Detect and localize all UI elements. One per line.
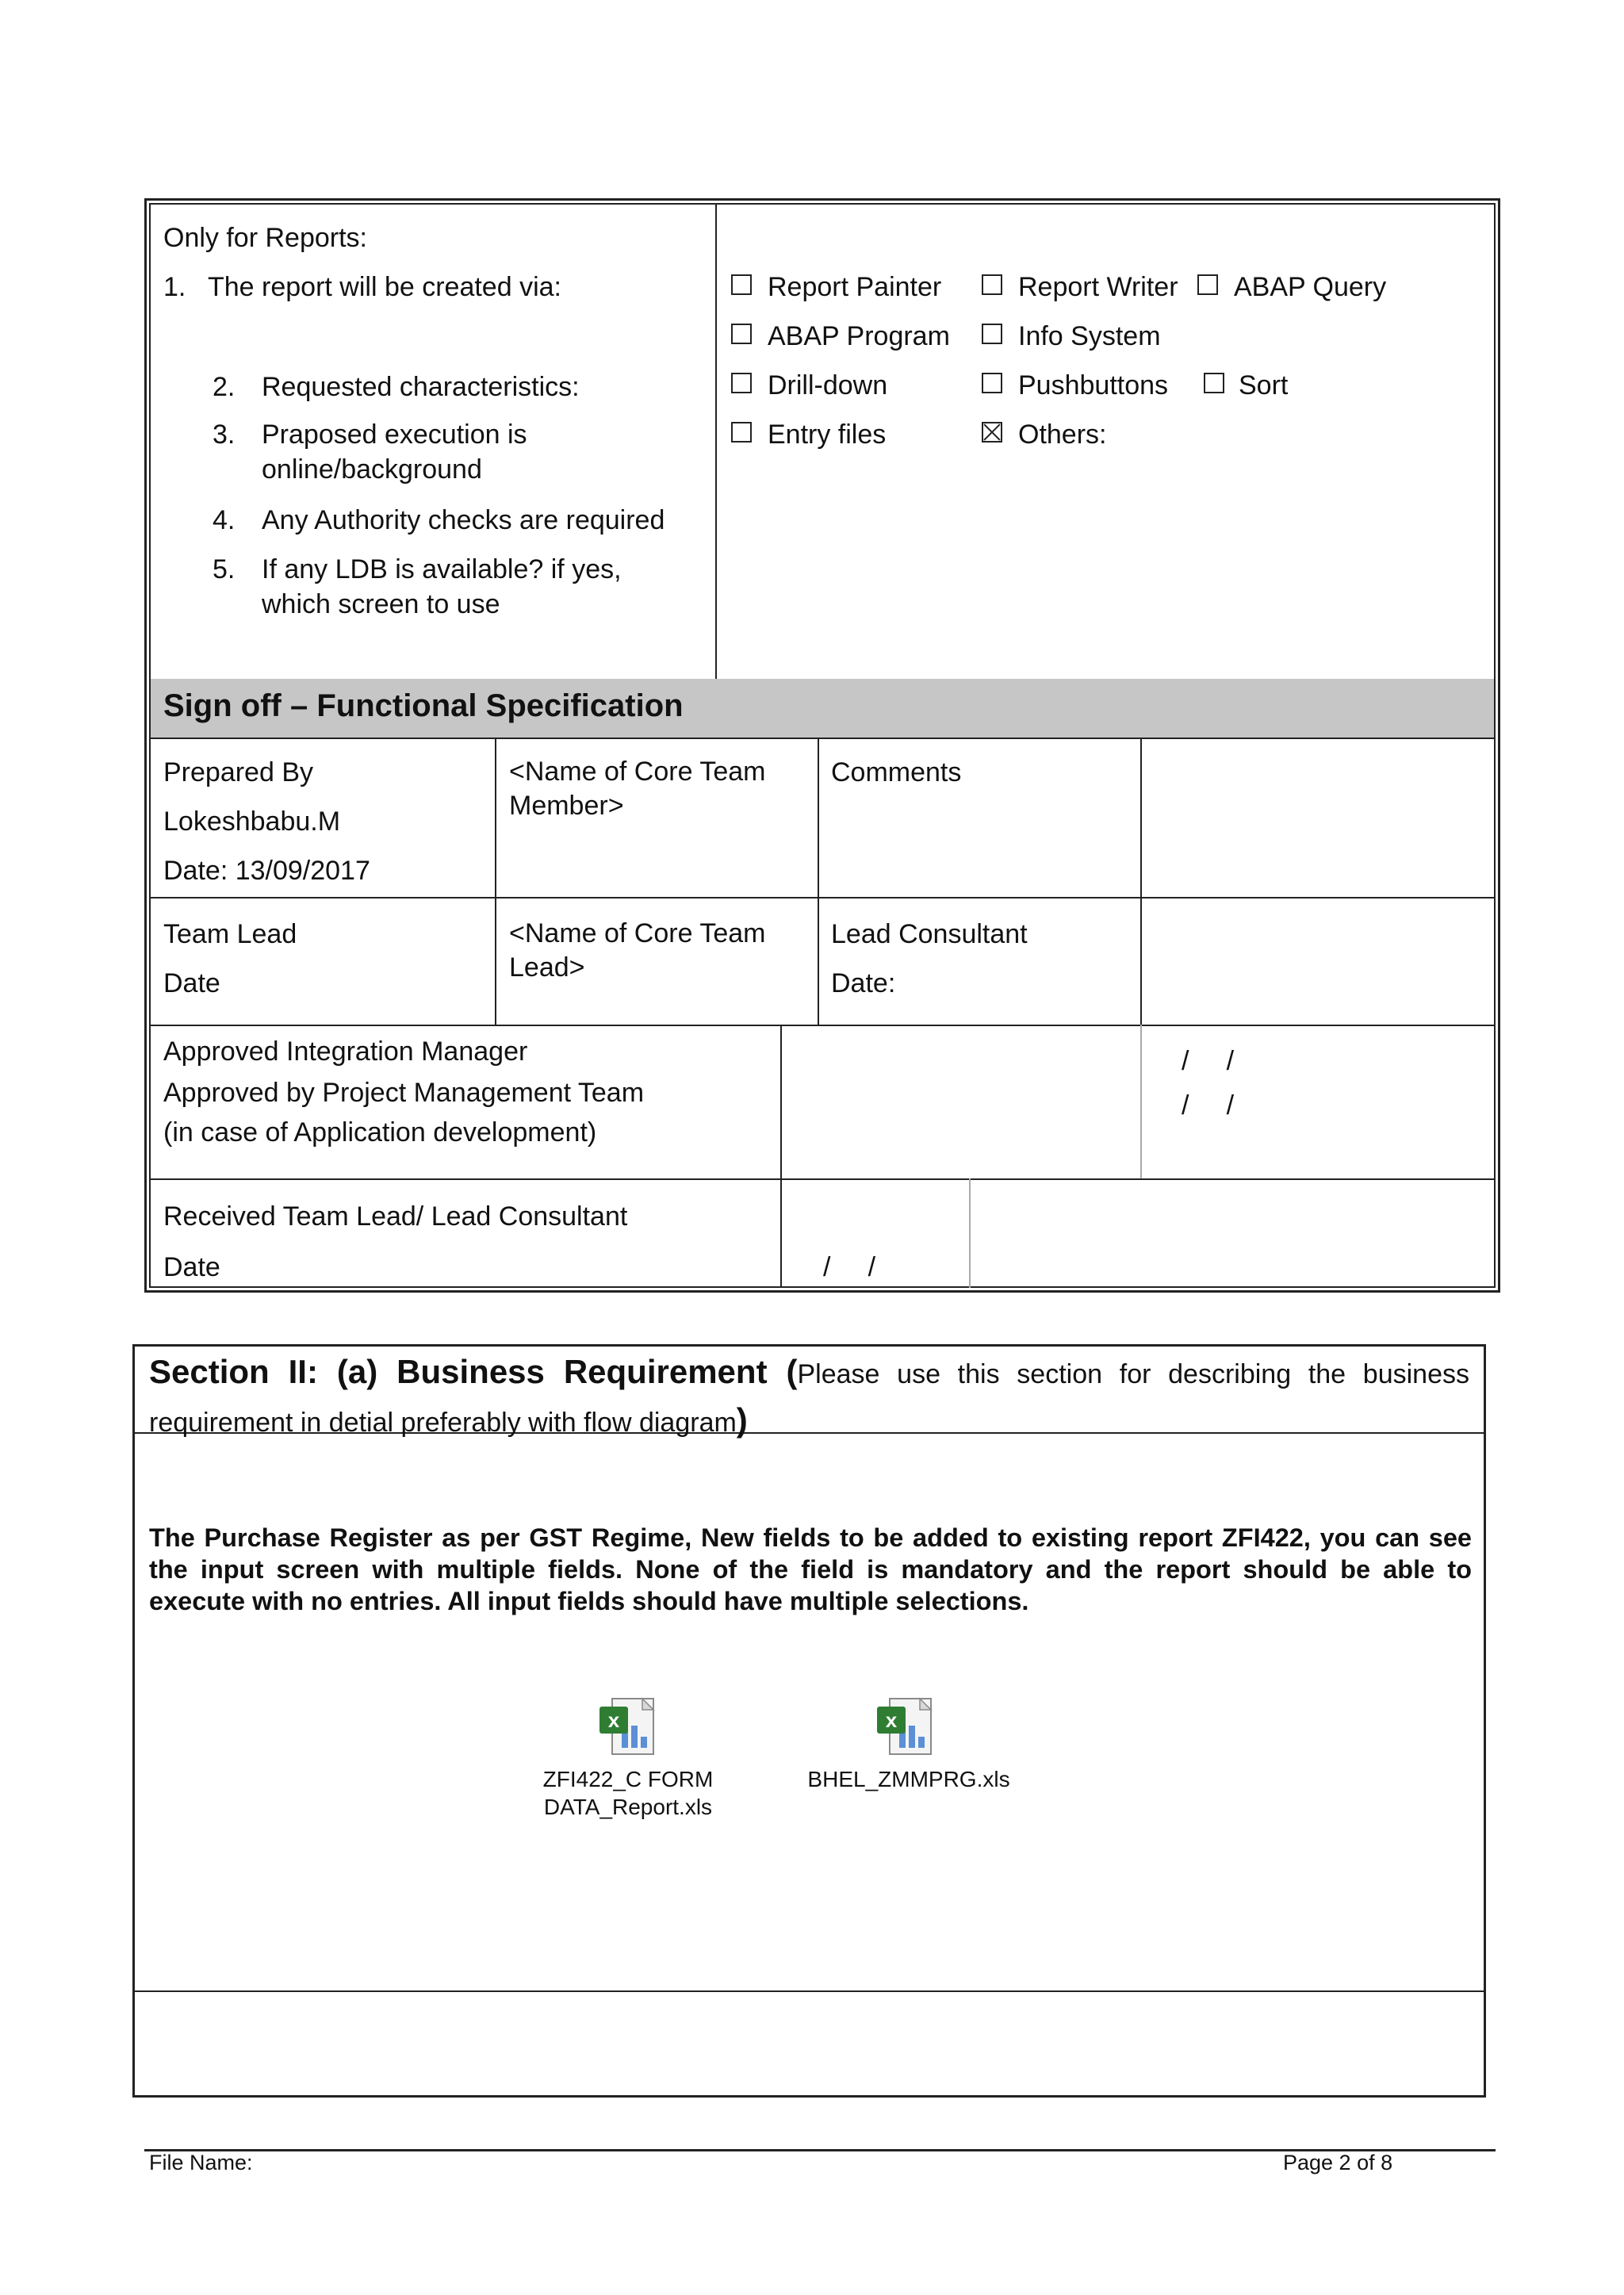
section-2-box (132, 1344, 1486, 2098)
svg-text:x: x (607, 1708, 620, 1732)
question-text: Any Authority checks are required (262, 505, 665, 535)
divider (969, 1178, 971, 1288)
approved-note: (in case of Application development) (163, 1117, 597, 1148)
divider (151, 738, 1494, 739)
reports-heading: Only for Reports: (163, 223, 367, 253)
lead-consultant-date: Date: (831, 968, 896, 998)
option-label: Sort (1239, 370, 1289, 400)
attachment-2-line1: BHEL_ZMMPRG.xls (807, 1767, 1010, 1791)
checkbox-pushbuttons[interactable] (982, 373, 1002, 393)
checkbox-abap-program[interactable] (731, 324, 752, 344)
approval-date-2: / / (1182, 1090, 1235, 1121)
prepared-by-label: Prepared By (163, 757, 313, 787)
checkbox-sort[interactable] (1204, 373, 1224, 393)
attachment-1-line2: DATA_Report.xls (543, 1795, 713, 1819)
question-text: The report will be created via: (208, 272, 561, 302)
business-requirement-text: The Purchase Register as per GST Regime, New fields to be added to existing report ZFI422, you can see the input screen with multiple fields. None of the field is mandatory and the report should be able to execute with no entries. All input fields should have multiple selections. (149, 1523, 1472, 1615)
divider (780, 1025, 782, 1288)
lead-consultant-label: Lead Consultant (831, 919, 1028, 949)
prepared-date: Date: 13/09/2017 (163, 856, 370, 886)
section-2-close-paren: ) (736, 1400, 748, 1439)
option-label: Entry files (768, 420, 887, 450)
checkbox-others-checked[interactable] (982, 422, 1002, 443)
option-label: ABAP Program (768, 321, 950, 351)
footer-file-name: File Name: (149, 2151, 253, 2174)
section-2-title: Section II: (a) Business Requirement ( (149, 1353, 798, 1390)
option-label: ABAP Query (1234, 272, 1387, 302)
core-team-member: <Name of Core Team Member> (509, 757, 766, 821)
attachment-label-2[interactable] (790, 1765, 1028, 1793)
checkbox-entry-files[interactable] (731, 422, 752, 443)
approved-pm-team: Approved by Project Management Team (163, 1078, 645, 1108)
section-2-subtitle: Please use this section for describing the business requirement in detial preferably with flow diagram (149, 1359, 1469, 1438)
divider (495, 738, 496, 1025)
question-number: 3. (213, 420, 236, 450)
option-label: Others: (1018, 420, 1107, 450)
divider (151, 1178, 1494, 1180)
question-text: Requested characteristics: (262, 372, 580, 402)
attachment-label-1[interactable] (509, 1765, 747, 1821)
received-label: Received Team Lead/ Lead Consultant (163, 1201, 628, 1232)
checkbox-report-painter[interactable] (731, 274, 752, 295)
excel-file-icon[interactable] (598, 1695, 657, 1757)
approval-date-1: / / (1182, 1046, 1235, 1076)
option-label: Info System (1018, 321, 1161, 351)
approved-integration-manager: Approved Integration Manager (163, 1036, 528, 1067)
divider (134, 1990, 1484, 1992)
received-date: / / (823, 1252, 876, 1282)
attachment-1-line1: ZFI422_C FORM (542, 1767, 714, 1791)
section-2-heading (149, 1348, 1469, 1445)
checkbox-report-writer[interactable] (982, 274, 1002, 295)
question-number: 2. (213, 372, 236, 402)
option-label: Pushbuttons (1018, 370, 1169, 400)
checkbox-drill-down[interactable] (731, 373, 752, 393)
received-date-label: Date (163, 1252, 220, 1282)
checkbox-abap-query[interactable] (1197, 274, 1218, 295)
footer-page-number: Page 2 of 8 (1283, 2151, 1393, 2174)
comments-label: Comments (831, 757, 962, 787)
question-number: 1. (163, 272, 186, 302)
divider (1140, 738, 1142, 1025)
divider (715, 203, 717, 679)
option-label: Report Painter (768, 272, 942, 302)
option-label: Drill-down (768, 370, 888, 400)
divider (1140, 1025, 1142, 1178)
signoff-title: Sign off – Functional Specification (163, 688, 684, 723)
question-number: 5. (213, 554, 236, 584)
question-number: 4. (213, 505, 236, 535)
divider (818, 738, 819, 1025)
team-lead-date-label: Date (163, 968, 220, 998)
divider (151, 897, 1494, 898)
divider (151, 1025, 1494, 1026)
prepared-by-name: Lokeshbabu.M (163, 807, 341, 837)
checkbox-info-system[interactable] (982, 324, 1002, 344)
excel-file-icon[interactable] (875, 1695, 934, 1757)
question-text: If any LDB is available? if yes, which screen to use (262, 554, 622, 620)
option-label: Report Writer (1018, 272, 1178, 302)
team-lead-label: Team Lead (163, 919, 297, 949)
question-text: Praposed execution is online/background (262, 420, 527, 485)
core-team-lead: <Name of Core Team Lead> (509, 918, 766, 983)
svg-text:x: x (885, 1708, 898, 1732)
